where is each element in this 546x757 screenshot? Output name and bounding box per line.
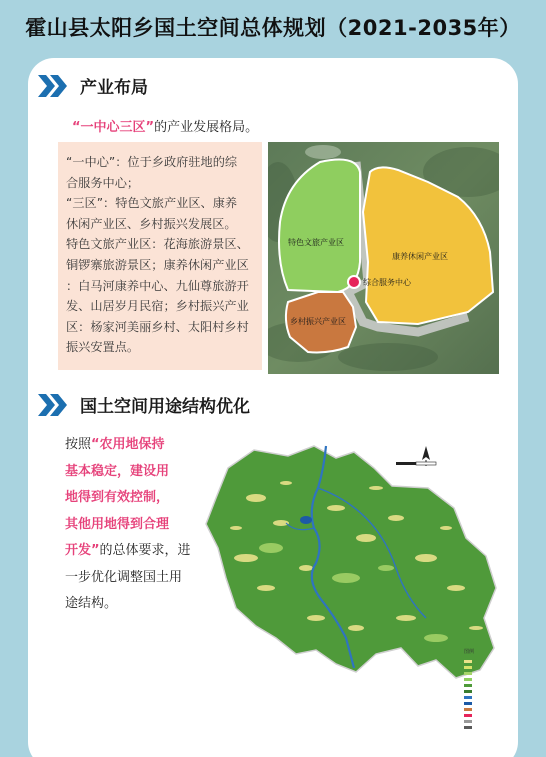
double-chevron-icon (38, 394, 68, 416)
legend-title: 图例 (464, 649, 475, 655)
landuse-highlight-line: “农用地保持 (91, 437, 165, 452)
section-header-landuse (38, 392, 250, 417)
description-line: 合服务中心； (66, 175, 140, 190)
description-line: 特色文旅产业区：花海旅游景区、 (66, 237, 249, 252)
industry-intro-rest: 的产业发展格局。 (154, 120, 259, 135)
service-center-label: 综合服务中心 (363, 278, 411, 287)
description-line: “一中心”：位于乡政府驻地的综 (66, 155, 238, 169)
description-line: 振兴安置点。 (66, 340, 140, 355)
description-line: “三区”：特色文旅产业区、康养 (66, 196, 238, 211)
section-header-industry (38, 73, 148, 98)
landuse-highlight-line: 地得到有效控制， (65, 490, 170, 505)
landuse-highlight-line: 其他用地得到合理 (65, 516, 170, 532)
service-center-marker (348, 276, 360, 288)
section-title-landuse: 国土空间用途结构优化 (80, 397, 250, 417)
description-line: 铜锣寨旅游景区；康养休闲产业区 (66, 257, 249, 272)
landuse-highlight-line: 开发” (65, 543, 100, 558)
industry-intro-highlight: “一中心三区” (72, 120, 155, 135)
industry-zone-map (268, 142, 499, 374)
description-line: ：白马河康养中心、九仙尊旅游开 (66, 278, 249, 293)
description-line: 休闲产业区、乡村振兴发展区。 (66, 216, 237, 231)
landuse-text-before: 按照 (65, 437, 92, 452)
reservoir (300, 516, 312, 524)
description-line: 发、山居岁月民宿；乡村振兴产业 (66, 299, 249, 314)
wellness-zone-label: 康养休闲产业区 (392, 252, 448, 261)
industry-description-box (58, 142, 262, 370)
section-title-industry: 产业布局 (80, 78, 148, 98)
industry-intro (72, 116, 258, 135)
landuse-description (65, 432, 193, 618)
description-line: 区：杨家河美丽乡村、太阳村乡村 (66, 319, 249, 334)
scale-bar-icon (396, 462, 436, 465)
rural-zone-label: 乡村振兴产业区 (290, 317, 346, 326)
page-title: 霍山县太阳乡国土空间总体规划（2021-2035年） (25, 16, 521, 40)
landuse-map (196, 428, 502, 757)
culture-zone-label: 特色文旅产业区 (288, 238, 344, 247)
landuse-highlight-line: 基本稳定，建设用 (65, 463, 170, 479)
double-chevron-icon (38, 75, 68, 97)
landuse-text-after: 的总体要求，进一步优化调整国土用途结构。 (65, 543, 191, 611)
